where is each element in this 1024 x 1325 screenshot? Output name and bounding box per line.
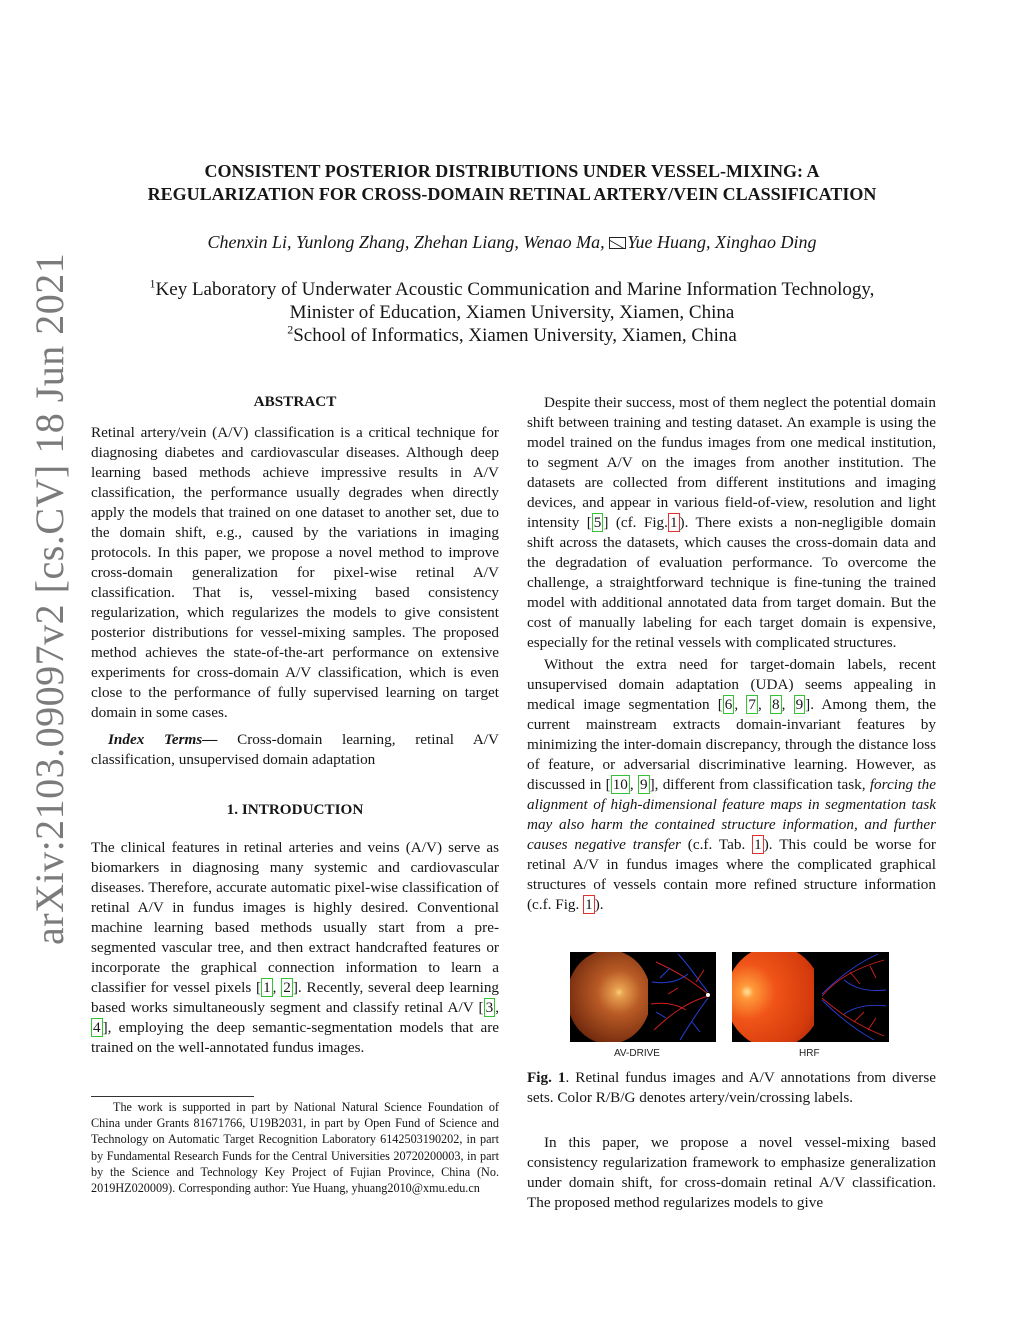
figure-label-drive: AV-DRIVE xyxy=(614,1048,660,1059)
figure-1 xyxy=(570,952,889,1059)
figure-link[interactable]: 1 xyxy=(669,514,678,531)
paragraph-uda: Without the extra need for target-domain labels, recent unsupervised domain adaptation (UDA) seems appealing in medical image segmentation [ 6 , 7 , 8 , 9 ]. Among them, the current mainstream extracts domain-invariant features by minimizing the inter-domain discrepancy, through the distance loss of feature, or adversarial discriminative learning. However, as discussed in [ 10 , 9 ], different from classification task, forcing the alignment of high-dimensional feature maps in segmentation task may also harm the contained structure information, and further causes negative transfer (c.f. Tab. 1 ). This could be worse for retinal A/V in fundus images where the complicated graphical structures of vessels contain more refined structure information (c.f. Fig. 1 ). xyxy=(527,656,937,913)
figure-caption: Fig. 1. Retinal fundus images and A/V annotations from diverse sets. Color R/B/G denotes artery/vein/crossing labels. xyxy=(527,1069,936,1106)
arxiv-identifier: arXiv:2103.09097v2 [cs.CV] 18 Jun 2021 xyxy=(27,252,72,945)
vessel-map-hrf xyxy=(814,952,889,1042)
intro-paragraph: The clinical features in retinal arteries and veins (A/V) serve as biomarkers in diagnosing many systemic and cardiovascular diseases. Therefore, accurate automatic pixel-wise classification of retinal A/V in fundus images is highly desired. Conventional machine learning based methods usually start from a pre-segmented vascular tree, and then extract handcrafted features or incorporate the graphical connection information to learn a classifier for vessel pixels [ 1 , 2 ]. Recently, several deep learning based works simultaneously segment and classify retinal A/V [ 3 , 4 ], employing the deep semantic-segmentation models that are trained on the well-annotated fundus images. xyxy=(91,839,500,1056)
right-column xyxy=(527,393,936,915)
authors-first: Chenxin Li, Yunlong Zhang, Zhehan Liang, Wenao Ma, xyxy=(207,232,610,252)
av-annotation-drive xyxy=(648,952,716,1042)
citation-link[interactable]: 9 xyxy=(795,696,804,713)
affiliation-2: $^2$School of Informatics, Xiamen University, Xiamen, China xyxy=(287,322,737,346)
author-list xyxy=(100,232,924,253)
citation-link[interactable]: 3 xyxy=(485,999,494,1016)
vessel-map-drive xyxy=(648,952,716,1042)
affiliation-1-line-2: Minister of Education, Xiamen University, Xiamen, China xyxy=(289,302,735,323)
title-line-2: REGULARIZATION FOR CROSS-DOMAIN RETINAL ARTERY/VEIN CLASSIFICATION xyxy=(147,184,877,204)
envelope-icon xyxy=(609,237,626,249)
fundus-image-drive xyxy=(570,952,648,1042)
affiliations xyxy=(100,278,924,347)
table-link[interactable]: 1 xyxy=(754,836,762,853)
left-column xyxy=(91,392,499,1058)
paragraph-domain-shift: Despite their success, most of them neglect the potential domain shift between training and testing dataset. An example is using the model trained on the fundus images from one medical institution, to segment A/V on the images from another institution. The datasets are collected from different institutions and imaging devices, and appear in various field-of-view, resolution and light intensity [ 5 ] (cf. Fig. 1 ). There exists a non-negligible domain shift across the datasets, which causes the cross-domain data and the degradation of evaluation performance. To overcome the challenge, a straightforward technique is fine-tuning the trained model with additional annotated data from target domain. But the cost of manually labeling for each target domain is expensive, especially for the retinal vessels with complicated structures. xyxy=(527,394,936,651)
citation-link[interactable]: 1 xyxy=(263,979,271,996)
fundus-image-hrf xyxy=(732,952,814,1042)
figure-label-hrf: HRF xyxy=(799,1048,820,1059)
paper-title xyxy=(100,160,924,206)
av-annotation-hrf xyxy=(814,952,889,1042)
abstract-body: Retinal artery/vein (A/V) classification is a critical technique for diagnosing diabetes and cardiovascular diseases. Although deep learning based methods achieve impressive results in A/V classification, the performance usually degrades when directly apply the models that trained on one dataset to another set, due to the domain shift, e.g., caused by the variations in imaging protocols. In this paper, we propose a novel method to improve cross-domain generalization for pixel-wise retinal A/V classification. That is, vessel-mixing based consistency regularization, which regularizes the models to give consistent posterior distributions for vessel-mixing samples. The proposed method achieves the state-of-the-art performance on extensive experiments for cross-domain A/V classification, which is even close to the performance of fully supervised learning on target domain in some cases. xyxy=(91,424,499,721)
citation-link[interactable]: 4 xyxy=(93,1019,101,1036)
citation-link[interactable]: 9 xyxy=(639,776,648,793)
citation-link[interactable]: 7 xyxy=(748,696,756,713)
affiliation-1-line-1: $^1$Key Laboratory of Underwater Acoustic Communication and Marine Information Technology, xyxy=(149,276,875,300)
citation-link[interactable]: 10 xyxy=(612,776,628,793)
citation-link[interactable]: 5 xyxy=(593,514,602,531)
footnote-rule xyxy=(91,1096,254,1097)
figure-link[interactable]: 1 xyxy=(585,896,593,913)
intro-heading: 1. INTRODUCTION xyxy=(226,801,364,818)
index-terms: Index Terms— Cross-domain learning, retinal A/V classification, unsupervised domain adaptation xyxy=(91,731,499,768)
title-line-1: CONSISTENT POSTERIOR DISTRIBUTIONS UNDER VESSEL-MIXING: A xyxy=(204,161,820,181)
footnote: The work is supported in part by National Natural Science Foundation of China under Grants 81671766, U19B2031, in part by Open Fund of Science and Technology on Automatic Target Recognition Laboratory 6142503190202, in part by Fundamental Research Funds for the Central Universities 20720200003, in part by the Science and Technology Key Project of Fujian Province, China (No. 2019HZ020009). Corresponding author: Yue Huang, yhuang2010@xmu.edu.cn xyxy=(91,1100,499,1196)
paragraph-proposal: In this paper, we propose a novel vessel-mixing based consistency regularization framework to emphasize generalization under domain shift, for cross-domain retinal A/V classification. The proposed method regularizes models to give xyxy=(527,1134,936,1211)
citation-link[interactable]: 8 xyxy=(771,696,780,713)
citation-link[interactable]: 2 xyxy=(283,979,291,996)
authors-corresponding: Yue Huang, Xinghao Ding xyxy=(627,232,817,252)
citation-link[interactable]: 6 xyxy=(724,696,733,713)
abstract-heading: ABSTRACT xyxy=(253,393,337,410)
